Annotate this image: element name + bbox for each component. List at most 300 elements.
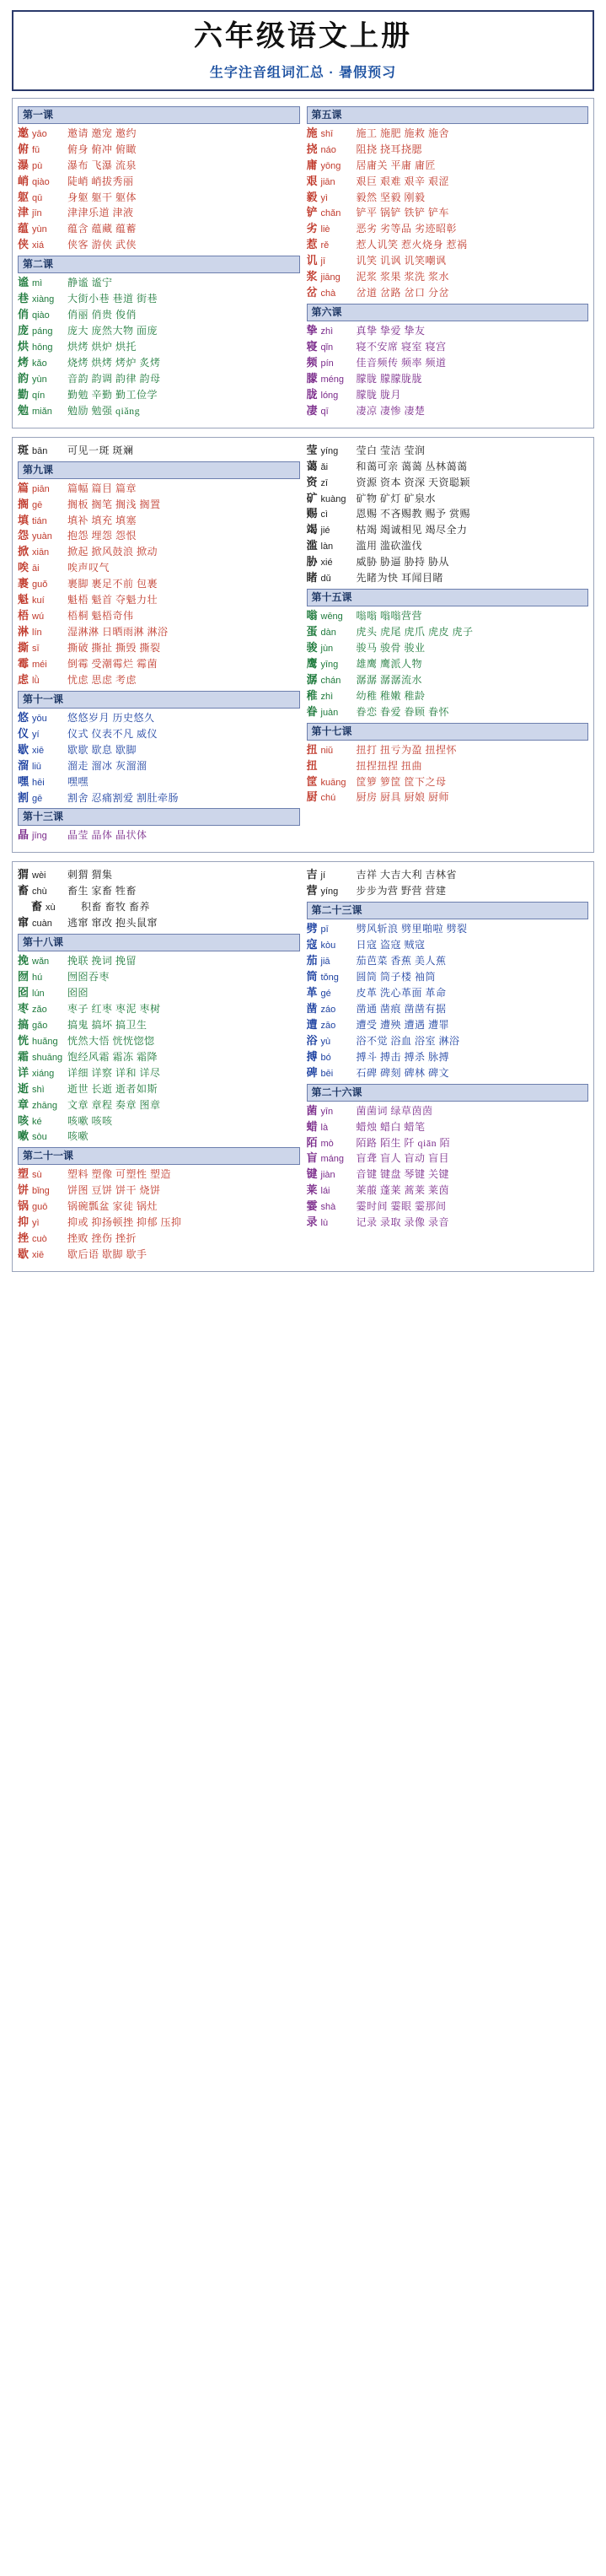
character-glyph: 胧 (306, 387, 318, 401)
character-glyph: 键 (306, 1167, 318, 1181)
pinyin-text: sī (32, 644, 40, 655)
character-glyph: 劈 (306, 922, 318, 935)
lesson-group (307, 304, 589, 419)
character-glyph: 霉 (18, 656, 29, 670)
character-row (307, 570, 589, 586)
character-glyph: 矿 (306, 491, 318, 504)
words-text: 烧烤 烘烤 烤炉 炙烤 (67, 356, 161, 369)
words-text: 艰巨 艰难 艰辛 艰涩 (356, 175, 450, 187)
words-text: 霎时间 霎眼 霎那间 (356, 1200, 447, 1213)
character-row (18, 528, 300, 544)
character-row (307, 867, 589, 883)
pinyin-text: chǎn (320, 208, 341, 219)
words-text: 骏马 骏骨 骏业 (356, 642, 426, 655)
words-text: 劈风斩浪 劈里啪啦 劈裂 (356, 923, 468, 935)
words-text: 歇后语 歇脚 歇手 (67, 1248, 147, 1261)
words-text: 瀑布 飞瀑 流泉 (67, 159, 137, 171)
character-row (18, 560, 300, 576)
character-row (18, 1183, 300, 1199)
words-text: 咳嗽 (67, 1130, 89, 1143)
document-page (0, 10, 606, 1272)
words-text: 蜡烛 蜡白 蜡笔 (356, 1120, 426, 1133)
character-glyph: 岔 (306, 286, 318, 299)
words-text: 魁梧 魁首 夺魁力壮 (67, 594, 158, 606)
character-glyph: 凿 (306, 1001, 318, 1015)
character-glyph: 蕴 (18, 222, 29, 235)
character-row (18, 726, 300, 742)
lesson-heading: 第十七课 (307, 723, 589, 741)
words-text: 咳嗽 咳咳 (67, 1114, 113, 1127)
character-glyph: 挫 (18, 1231, 29, 1245)
words-text: 溜走 溜冰 灰溜溜 (67, 759, 147, 772)
character-glyph: 骏 (306, 641, 318, 655)
title-box (12, 10, 594, 91)
character-row (307, 1033, 589, 1049)
character-row (18, 592, 300, 608)
pinyin-text: shà (320, 1202, 336, 1213)
pinyin-text: jīn (32, 208, 42, 219)
lesson-heading: 第五课 (307, 106, 589, 124)
character-row (307, 355, 589, 371)
words-text: 枣子 红枣 枣泥 枣树 (67, 1002, 161, 1015)
pinyin-text: wǎn (32, 957, 50, 967)
character-glyph: 章 (18, 1097, 29, 1111)
character-row (307, 1199, 589, 1215)
character-glyph: 勉 (18, 403, 29, 417)
words-text: 虎头 虎尾 虎爪 虎皮 虎子 (356, 626, 474, 639)
character-row (18, 656, 300, 672)
pinyin-text: bǐng (32, 1186, 50, 1197)
character-row (307, 1049, 589, 1065)
pinyin-text: shī (320, 128, 334, 139)
pinyin-text: lín (32, 628, 42, 639)
lesson-group (18, 691, 300, 806)
page-subtitle: 生字注音组词汇总 · 暑假预习 (209, 65, 397, 80)
words-text: 寝不安席 寝室 寝宫 (356, 341, 447, 353)
character-glyph: 挠 (306, 142, 318, 155)
pinyin-text: cì (320, 509, 329, 520)
character-glyph: 频 (306, 355, 318, 369)
character-glyph: 鹰 (306, 656, 318, 670)
character-row (18, 275, 300, 291)
words-text: 吉祥 大吉大利 吉林省 (356, 869, 458, 881)
column-left (18, 104, 300, 421)
pinyin-text: yí (32, 729, 40, 740)
pinyin-text: jùn (320, 644, 334, 655)
character-glyph: 篇 (18, 481, 29, 494)
words-text: 盲聋 盲人 盲动 盲目 (356, 1152, 450, 1165)
pinyin-text: niǔ (320, 745, 334, 756)
character-row (307, 285, 589, 301)
pinyin-text: kuí (32, 595, 45, 606)
character-row (307, 522, 589, 538)
words-text: 枯竭 竭诚相见 竭尽全力 (356, 524, 468, 536)
character-row (307, 339, 589, 355)
pinyin-text: ǎi (320, 461, 329, 472)
character-glyph: 躯 (18, 190, 29, 203)
character-glyph: 咳 (18, 1113, 29, 1127)
character-row (307, 640, 589, 656)
character-glyph: 寇 (306, 938, 318, 951)
character-row (307, 774, 589, 790)
character-row (18, 158, 300, 174)
pinyin-text: guō (32, 1202, 48, 1213)
lesson-group (307, 867, 589, 899)
character-row (18, 544, 300, 560)
character-glyph: 施 (306, 126, 318, 139)
pinyin-text: kòu (320, 940, 336, 951)
character-row (307, 269, 589, 285)
words-text: 饼图 豆饼 饼干 烧饼 (67, 1184, 161, 1197)
pinyin-text: xiàng (32, 294, 55, 305)
character-row (307, 608, 589, 624)
character-row (18, 1001, 300, 1017)
words-text: 先睹为快 耳闻目睹 (356, 572, 444, 585)
character-row (18, 710, 300, 726)
words-text: 挽联 挽词 挽留 (67, 955, 137, 967)
character-glyph: 嗡 (306, 609, 318, 622)
pinyin-text: dàn (320, 628, 336, 639)
character-row (18, 1017, 300, 1033)
character-row (307, 1167, 589, 1183)
words-text: 邀请 邀宠 邀约 (67, 127, 137, 139)
character-glyph: 溜 (18, 758, 29, 772)
character-glyph: 寝 (306, 340, 318, 353)
words-text: 囵囵 (67, 987, 89, 1000)
character-glyph: 撕 (18, 641, 29, 655)
character-glyph: 莹 (306, 443, 318, 456)
character-glyph: 浆 (306, 270, 318, 283)
words-text: 大街小巷 巷道 街巷 (67, 293, 158, 305)
character-row (18, 1199, 300, 1215)
pinyin-text: méng (320, 374, 345, 385)
pinyin-text: āi (32, 563, 40, 574)
character-row (307, 538, 589, 554)
character-glyph: 锅 (18, 1199, 29, 1213)
character-row (307, 403, 589, 419)
column-left (18, 443, 300, 846)
character-glyph: 囵 (18, 986, 29, 1000)
words-text: 割舍 忍痛割爱 割肚牵肠 (67, 791, 180, 804)
character-glyph: 饼 (18, 1183, 29, 1197)
pinyin-text: zhì (320, 691, 334, 702)
character-glyph: 滥 (306, 539, 318, 552)
lesson-heading: 第十五课 (307, 589, 589, 606)
character-row (307, 174, 589, 190)
lesson-heading: 第九课 (18, 461, 300, 479)
character-row (307, 1119, 589, 1135)
words-text: 朦胧 朦朦胧胧 (356, 372, 423, 385)
column-right (307, 104, 589, 421)
character-glyph: 韵 (18, 371, 29, 385)
lesson-group (18, 443, 300, 459)
pinyin-text: gē (32, 793, 43, 804)
pinyin-text: lún (32, 989, 45, 1000)
character-row (18, 513, 300, 529)
pinyin-text: qiào (32, 310, 50, 321)
character-glyph: 竭 (306, 523, 318, 536)
content-panel (12, 98, 594, 428)
character-row (307, 253, 589, 269)
pinyin-text: jí (320, 870, 325, 881)
lesson-group (18, 934, 300, 1145)
pinyin-text: jiān (320, 176, 335, 187)
words-text: 筐箩 箩筐 筐下之母 (356, 775, 447, 788)
character-row (307, 672, 589, 688)
pinyin-text: liè (320, 224, 330, 235)
column-left (18, 867, 300, 1264)
character-row (307, 459, 589, 475)
character-glyph: 劣 (306, 222, 318, 235)
words-text: 庞大 庞然大物 面庞 (67, 325, 158, 337)
pinyin-text: shuāng (32, 1052, 63, 1063)
character-row (18, 672, 300, 688)
character-glyph: 眷 (306, 704, 318, 718)
words-text: 讥笑 讥讽 讥笑嘲讽 (356, 255, 447, 267)
character-glyph: 掀 (18, 545, 29, 558)
words-text: 逝世 长逝 逝者如斯 (67, 1082, 158, 1095)
words-text: 蕴含 蕴藏 蕴蓄 (67, 223, 137, 235)
character-row (307, 921, 589, 937)
words-text: 扭打 扭亏为盈 扭捏怀 (356, 743, 458, 756)
words-text: 记录 录取 录像 录音 (356, 1216, 450, 1229)
character-row (307, 953, 589, 969)
character-glyph: 塑 (18, 1167, 29, 1181)
pinyin-text: yì (320, 192, 329, 203)
pinyin-text: lóng (320, 390, 339, 401)
lesson-heading: 第六课 (307, 304, 589, 321)
character-row (18, 624, 300, 640)
pinyin-text: jī (320, 256, 325, 267)
pinyin-text: yùn (32, 224, 47, 235)
character-glyph: 吉 (306, 868, 318, 881)
pinyin-text: zhāng (32, 1100, 57, 1111)
character-row (307, 142, 589, 158)
character-glyph: 晶 (18, 828, 29, 842)
pinyin-text: gǎo (32, 1020, 48, 1031)
words-text: 日寇 盗寇 贼寇 (356, 939, 426, 951)
character-glyph: 蜡 (306, 1119, 318, 1133)
lesson-group (18, 1147, 300, 1263)
lesson-heading: 第十八课 (18, 934, 300, 951)
character-glyph: 勤 (18, 387, 29, 401)
character-row (307, 688, 589, 704)
words-text: 唉声叹气 (67, 562, 110, 574)
pinyin-text: yù (320, 1036, 331, 1047)
character-glyph: 惹 (306, 238, 318, 251)
character-glyph: 革 (306, 986, 318, 1000)
character-row (307, 158, 589, 174)
pinyin-text: zǎo (32, 1004, 47, 1015)
character-row (307, 387, 589, 403)
character-row (18, 1049, 300, 1065)
character-row (18, 237, 300, 253)
words-text: 裹脚 裹足不前 包裹 (67, 578, 158, 590)
words-text: 文章 章程 奏章 图章 (67, 1098, 161, 1111)
words-text: 步步为营 野营 营建 (356, 885, 447, 897)
character-glyph: 凄 (306, 403, 318, 417)
pinyin-text: chú (320, 793, 336, 804)
character-glyph: 俏 (18, 308, 29, 321)
character-row (18, 1113, 300, 1129)
words-text: 莱菔 蓬莱 蒿莱 莱茵 (356, 1184, 450, 1197)
words-text: 俯身 俯冲 俯瞰 (67, 143, 137, 155)
words-text: 逃窜 窜改 抱头鼠窜 (67, 917, 158, 930)
words-text: 滥用 滥砍滥伐 (356, 540, 423, 552)
words-text: 陌路 陌生 阡 qiān 陌 (356, 1136, 451, 1149)
character-row (18, 1033, 300, 1049)
character-glyph: 浴 (306, 1033, 318, 1047)
character-glyph: 唉 (18, 561, 29, 574)
pinyin-text: tián (32, 515, 47, 526)
words-text: 铲平 锅铲 铁铲 铲车 (356, 207, 450, 219)
words-text: 石碑 碑刻 碑林 碑文 (356, 1066, 450, 1079)
character-row (18, 205, 300, 221)
pinyin-text: sòu (32, 1132, 47, 1143)
pinyin-text: shì (32, 1084, 45, 1095)
character-row (18, 758, 300, 774)
pinyin-text: jiāng (320, 272, 341, 283)
character-glyph: 歇 (18, 1248, 29, 1261)
words-text: 津津乐道 津液 (67, 207, 134, 219)
character-row (307, 656, 589, 672)
character-glyph: 朦 (306, 371, 318, 385)
character-glyph: 睹 (306, 571, 318, 585)
character-glyph: 畜 (31, 900, 43, 913)
character-row (18, 355, 300, 371)
pinyin-text: yùn (32, 374, 47, 385)
lesson-group (18, 808, 300, 843)
character-row (307, 491, 589, 507)
pinyin-text: fǔ (32, 144, 40, 155)
pinyin-text: zāo (320, 1020, 336, 1031)
page-title: 六年级语文上册 (194, 21, 412, 52)
words-text: 茄芭菜 香蕉 美人蕉 (356, 955, 447, 967)
character-row (18, 307, 300, 323)
character-glyph: 扭 (306, 742, 318, 756)
words-text: 凿通 凿痕 凿凿有据 (356, 1002, 447, 1015)
pinyin-text: chán (320, 675, 341, 686)
pinyin-text: yīn (320, 1106, 334, 1117)
words-text: 倒霉 受潮霉烂 霉菌 (67, 657, 158, 670)
character-row (307, 704, 589, 720)
words-text: 掀起 掀风鼓浪 掀动 (67, 546, 158, 558)
words-text: 施工 施肥 施救 施舍 (356, 127, 450, 139)
pinyin-text: pù (32, 160, 43, 171)
character-row (307, 554, 589, 570)
pinyin-text: bēi (320, 1068, 334, 1079)
content-panel (12, 861, 594, 1272)
character-row (307, 883, 589, 899)
pinyin-text: gé (320, 989, 331, 1000)
pinyin-text: yīng (320, 659, 339, 670)
words-text: 搏斗 搏击 搏杀 脉搏 (356, 1050, 450, 1063)
pinyin-text: hēi (32, 777, 45, 788)
pinyin-text: máng (320, 1154, 345, 1165)
character-row (307, 126, 589, 142)
pinyin-text: yōu (32, 713, 47, 724)
character-row (18, 443, 300, 459)
pinyin-text: xiē (32, 745, 45, 756)
words-text: 扭捏扭捏 扭曲 (356, 759, 423, 772)
pinyin-text: zhì (320, 326, 334, 337)
character-glyph: 霜 (18, 1049, 29, 1063)
pinyin-text: xiān (32, 547, 50, 558)
pinyin-text: tǒng (320, 973, 339, 984)
character-row (18, 339, 300, 355)
lesson-heading: 第二十三课 (307, 902, 589, 919)
words-text: 陡峭 峭拔秀丽 (67, 175, 134, 187)
pinyin-text: cuàn (32, 919, 52, 930)
words-text: 侠客 游侠 武侠 (67, 239, 137, 251)
pinyin-text: lái (320, 1186, 330, 1197)
pinyin-text: qín (32, 390, 46, 401)
words-text: 音韵 韵调 韵律 韵母 (67, 372, 161, 385)
words-text: 篇幅 篇目 篇章 (67, 482, 137, 494)
character-glyph: 盲 (306, 1151, 318, 1165)
character-row (18, 899, 300, 915)
character-glyph: 邀 (18, 126, 29, 139)
character-glyph: 淋 (18, 625, 29, 639)
words-text: 饱经风霜 霜冻 霜降 (67, 1050, 158, 1063)
pinyin-text: gē (32, 499, 43, 510)
pinyin-text: juàn (320, 707, 339, 718)
pinyin-text: zī (320, 477, 329, 488)
pinyin-text: dǔ (320, 574, 331, 585)
character-glyph: 仪 (18, 726, 29, 740)
pinyin-text: xié (320, 558, 333, 569)
character-row (18, 969, 300, 985)
character-glyph: 遭 (306, 1017, 318, 1031)
lesson-group (307, 589, 589, 720)
words-text: 惹人讥笑 惹火烧身 惹祸 (356, 239, 468, 251)
pinyin-text: kuàng (320, 493, 346, 504)
words-text: 刺猬 猬集 (67, 869, 113, 881)
character-glyph: 霎 (306, 1199, 318, 1213)
character-row (18, 481, 300, 497)
two-column-layout (18, 867, 588, 1264)
character-row (307, 205, 589, 221)
words-text: 厨房 厨具 厨娘 厨师 (356, 791, 450, 804)
character-glyph: 详 (18, 1065, 29, 1079)
pinyin-text: jiàn (320, 1170, 335, 1181)
words-text: 俏丽 俏贵 俊俏 (67, 309, 137, 321)
character-glyph: 枣 (18, 1001, 29, 1015)
words-text: 莹白 莹洁 莹润 (356, 444, 426, 456)
character-glyph: 悠 (18, 710, 29, 724)
words-text: 资源 资本 资深 天资聪颖 (356, 476, 471, 488)
two-column-layout (18, 104, 588, 421)
character-row (18, 915, 300, 931)
words-text: 积畜 畜牧 畜养 (81, 901, 151, 913)
pinyin-text: mì (32, 278, 43, 289)
character-glyph: 割 (18, 790, 29, 804)
character-glyph: 逝 (18, 1081, 29, 1095)
lesson-heading: 第二课 (18, 256, 300, 273)
character-row (307, 1135, 589, 1151)
character-glyph: 铲 (306, 206, 318, 219)
character-glyph: 窜 (18, 916, 29, 930)
character-row (18, 608, 300, 624)
character-row (307, 371, 589, 387)
character-row (18, 883, 300, 899)
words-text: 岔道 岔路 岔口 分岔 (356, 287, 450, 299)
character-glyph: 潺 (306, 672, 318, 686)
character-glyph: 资 (306, 475, 318, 488)
pinyin-text: piān (32, 483, 50, 494)
character-glyph: 讥 (306, 254, 318, 267)
pinyin-text: xiáng (32, 1068, 55, 1079)
